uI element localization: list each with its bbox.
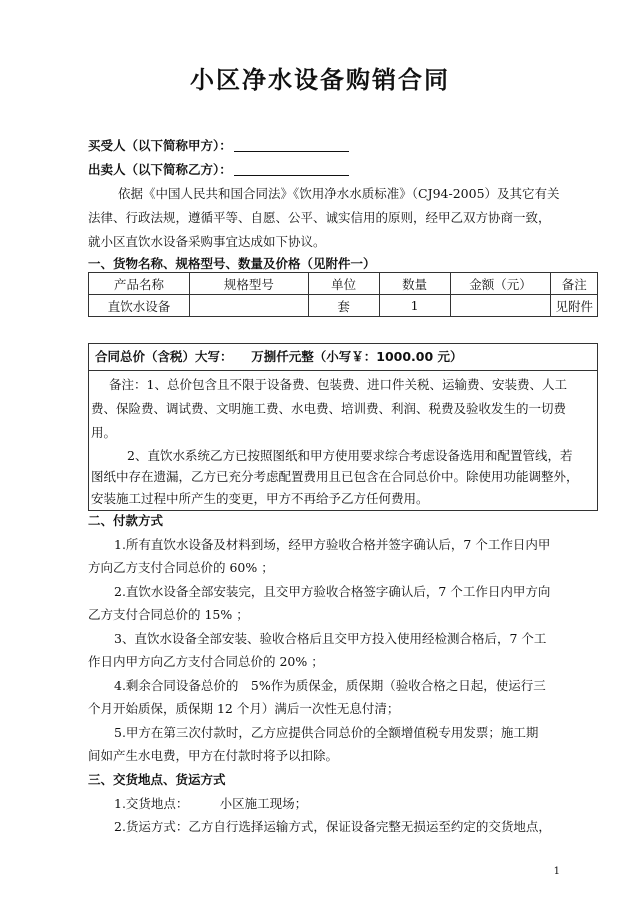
section3-heading: 三、交货地点、货运方式 [88,772,226,787]
section2-heading: 二、付款方式 [88,513,164,528]
table-header-cell: 备注 [551,273,598,295]
note-line-6: 安装施工过程中所产生的变更，甲方不再给予乙方任何费用。 [91,491,429,506]
note-divider [89,370,597,371]
payment-line: 作日内甲方向乙方支付合同总价的 20% ； [88,654,324,669]
payment-line: 1.所有直饮水设备及材料到场，经甲方验收合格并签字确认后，7 个工作日内甲 [114,537,551,552]
page-number: 1 [553,866,560,877]
total-note-box [88,343,598,511]
note-line-4: 2、直饮水系统乙方已按照图纸和甲方使用要求综合考虑设备选用和配置管线，若 [127,448,573,463]
table-cell [450,295,551,317]
table-header-cell: 金额（元） [450,273,551,295]
note-line-1: 备注：1、总价包含且不限于设备费、包装费、进口件关税、运输费、安装费、人工 [109,377,567,392]
note-line-5: 图纸中存在遗漏，乙方已充分考虑配置费用且已包含在合同总价中。除使用功能调整外， [91,469,579,484]
contract-total: 合同总价（含税）大写： 万捌仟元整（小写￥：1000.00 元） [95,349,463,364]
section1-heading: 一、货物名称、规格型号、数量及价格（见附件一） [88,256,376,271]
page-title: 小区净水设备购销合同 [190,66,450,94]
seller-label: 出卖人（以下简称乙方）： [88,162,232,177]
buyer-label: 买受人（以下简称甲方）： [88,138,232,153]
buyer-line [88,138,349,154]
payment-line: 3、直饮水设备全部安装、验收合格后且交甲方投入使用经检测合格后，7 个工 [114,631,547,646]
table-cell [189,295,308,317]
table-cell: 1 [379,295,450,317]
intro-line-2: 法律、行政法规，遵循平等、自愿、公平、诚实信用的原则，经甲乙双方协商一致， [88,210,551,225]
payment-line: 方向乙方支付合同总价的 60% ； [88,560,274,575]
payment-line: 4.剩余合同设备总价的 5%作为质保金，质保期（验收合格之日起，使运行三 [114,678,546,693]
delivery-line: 1.交货地点： 小区施工现场； [114,796,308,811]
intro-line-3: 就小区直饮水设备采购事宜达成如下协议。 [88,234,326,249]
goods-table [88,272,598,317]
table-header-cell: 规格型号 [189,273,308,295]
table-header-row [89,273,598,295]
table-header-cell: 产品名称 [89,273,190,295]
table-header-cell: 单位 [308,273,379,295]
buyer-blank[interactable] [234,138,349,152]
seller-blank[interactable] [234,162,349,176]
note-line-3: 用。 [91,425,117,440]
delivery-line: 2.货运方式：乙方自行选择运输方式，保证设备完整无损运至约定的交货地点， [114,819,551,834]
intro-line-1: 依据《中国人民共和国合同法》《饮用净水水质标准》（CJ94-2005）及其它有关 [118,186,560,201]
payment-line: 5.甲方在第三次付款时，乙方应提供合同总价的全额增值税专用发票；施工期 [114,725,539,740]
table-cell: 直饮水设备 [89,295,190,317]
payment-line: 间如产生水电费，甲方在付款时将予以扣除。 [88,748,339,763]
table-cell: 套 [308,295,379,317]
payment-line: 乙方支付合同总价的 15% ； [88,607,249,622]
note-line-2: 费、保险费、调试费、文明施工费、水电费、培训费、利润、税费及验收发生的一切费 [91,401,567,416]
table-row [89,295,598,317]
seller-line [88,162,349,178]
payment-line: 个月开始质保，质保期 12 个月）满后一次性无息付清； [88,701,400,716]
table-header-cell: 数量 [379,273,450,295]
table-cell: 见附件 [551,295,598,317]
payment-line: 2.直饮水设备全部安装完，且交甲方验收合格签字确认后，7 个工作日内甲方向 [114,584,551,599]
